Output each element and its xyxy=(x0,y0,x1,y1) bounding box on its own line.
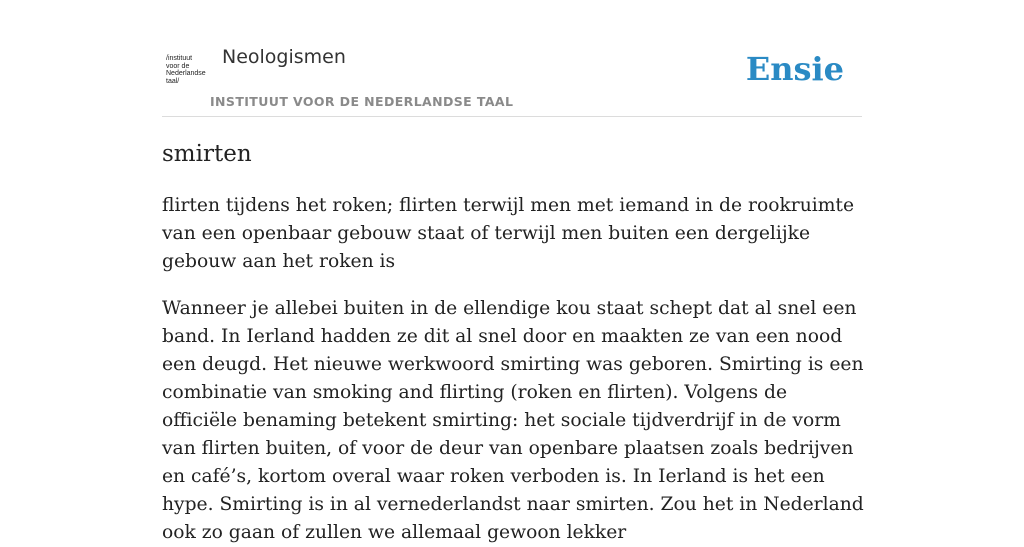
logo-line: voor de xyxy=(166,62,190,70)
entry-example: Wanneer je allebei buiten in de ellendige kou staat schept dat al snel een band. In Ierland hadden ze dit al snel door en maakten ze van een nood een deugd. Het nieuwe werkwoord smirting was geboren. Smirting is een combinatie van smoking and flirting (roken en flirten). Volgens de officiële benaming betekent smirting: het sociale tijdverdrijf in de vorm van flirten buiten, of voor de deur van openbare plaatsen zoals bedrijven en café’s, kortom overal waar roken verboden is. In Ierland is het een hype. Smirting is in al vernederlandst naar smirten. Zou het in Nederland ook zo gaan of zullen we allemaal gewoon lekker xyxy=(162,298,864,543)
logo-line: /instituut xyxy=(166,55,193,62)
ivdnt-logo[interactable] xyxy=(166,55,208,85)
site-title-link[interactable]: Neologismen xyxy=(222,46,346,68)
ensie-logo-link[interactable]: Ensie xyxy=(745,50,844,88)
entry-definition: flirten tijdens het roken; flirten terwijl men met iemand in de rookruimte van een openbaar gebouw staat of terwijl men buiten een dergelijke gebouw aan het roken is xyxy=(162,195,855,272)
logo-line: Nederlandse xyxy=(166,70,206,77)
entry-term: smirten xyxy=(162,141,252,167)
site-header xyxy=(162,0,862,117)
logo-line: taal/ xyxy=(166,77,180,85)
entry-content xyxy=(162,138,867,547)
organization-name: INSTITUUT VOOR DE NEDERLANDSE TAAL xyxy=(210,94,514,109)
